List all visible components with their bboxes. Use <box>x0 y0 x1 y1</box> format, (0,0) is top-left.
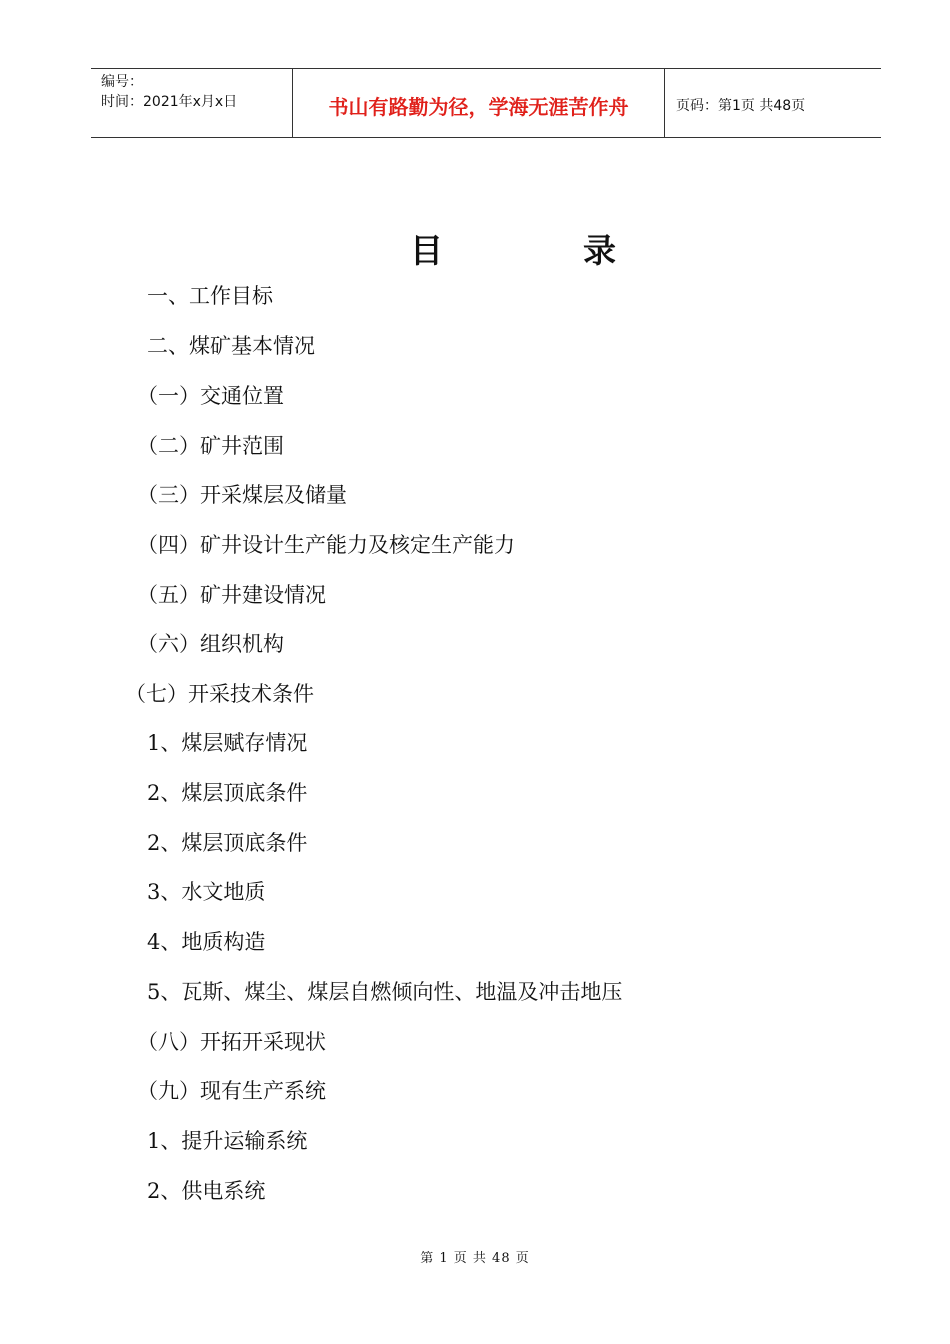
toc-item: （七）开采技术条件 <box>125 682 314 706</box>
header-motto: 书山有路勤为径，学海无涯苦作舟 <box>328 95 629 119</box>
toc-item: 2、煤层顶底条件 <box>147 831 308 855</box>
document-number-label: 编号： <box>101 74 143 90</box>
toc-item: （五）矿井建设情况 <box>137 583 326 607</box>
toc-title: 目录 <box>410 231 756 270</box>
toc-item: 2、供电系统 <box>147 1179 266 1203</box>
toc-item: （四）矿井设计生产能力及核定生产能力 <box>137 533 515 557</box>
header-page-cell <box>666 69 881 137</box>
header-page-info: 页码：第1页 共48页 <box>676 98 806 114</box>
toc-item: （九）现有生产系统 <box>137 1079 326 1103</box>
document-header <box>91 68 881 138</box>
header-motto-cell <box>293 69 665 137</box>
toc-item: 1、煤层赋存情况 <box>147 731 308 755</box>
toc-item: （三）开采煤层及储量 <box>137 483 347 507</box>
toc-item: （二）矿井范围 <box>137 434 284 458</box>
toc-item: 一、工作目标 <box>147 284 273 308</box>
toc-item: （八）开拓开采现状 <box>137 1030 326 1054</box>
toc-item: 二、煤矿基本情况 <box>147 334 315 358</box>
document-time-label: 时间：2021年x月x日 <box>101 94 238 110</box>
toc-item: （一）交通位置 <box>137 384 284 408</box>
toc-item: 4、地质构造 <box>147 930 266 954</box>
toc-item: 1、提升运输系统 <box>147 1129 308 1153</box>
toc-item: （六）组织机构 <box>137 632 284 656</box>
toc-item: 5、瓦斯、煤尘、煤层自燃倾向性、地温及冲击地压 <box>147 980 623 1004</box>
toc-item: 3、水文地质 <box>147 880 266 904</box>
header-meta-cell <box>91 69 293 137</box>
toc-item: 2、煤层顶底条件 <box>147 781 308 805</box>
page-footer: 第 1 页 共 48 页 <box>420 1251 530 1266</box>
